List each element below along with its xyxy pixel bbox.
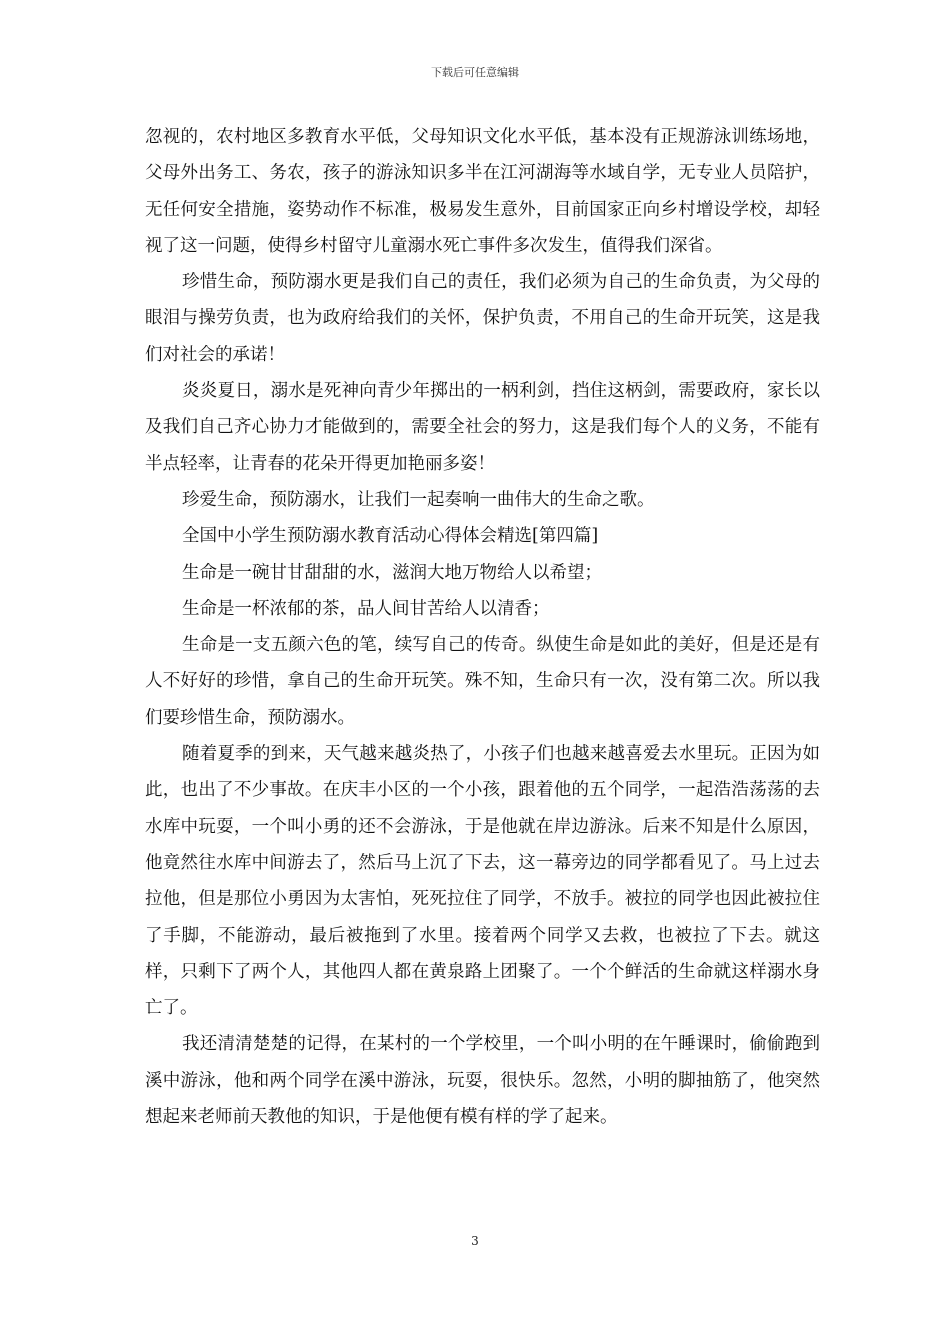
paragraph	[145, 482, 820, 518]
text-line: 是还是有人不好好的珍惜，拿自己的生命开玩笑。殊不知，生命只有一次，没	[145, 635, 820, 692]
text-line: 生命是一杯浓郁的茶，品人间甘苦给人以清香；	[182, 598, 550, 619]
text-line: 为父母的眼泪与操劳负责，也为政府给我们的关怀，保护负责，不用自己的生	[145, 272, 820, 329]
text-line: 偷偷跑到溪中游泳，他和两个同学在溪中游泳，玩耍，很快乐。忽然，小明的	[145, 1034, 820, 1091]
paragraph	[145, 591, 820, 627]
text-line: 忽视的，农村地区多教育水平低，父母知识文化水平低，基本没有正规游泳训	[145, 127, 750, 147]
text-line: 有第二次。所以我们要珍惜生命，预防溺水。	[145, 671, 821, 728]
text-line: 脚抽筋了，他突然想起来老师前天教他的知识，于是他便有模有样的学了起来。	[145, 1070, 821, 1128]
text-line: 随着夏季的到来，天气越来越炎热了，小孩子们也越来越喜爱去水里玩。	[182, 744, 750, 765]
paragraph	[145, 373, 820, 482]
document-body	[145, 119, 820, 1135]
paragraph	[145, 627, 820, 736]
text-line: 了水里。接着两个同学又去救，也被拉了下去。就这样，只剩下了两个人，其	[145, 925, 821, 982]
text-line: 一起浩浩荡荡的去水库中玩耍，一个叫小勇的还不会游泳，于是他就在岸边游	[145, 780, 821, 837]
paragraph	[145, 555, 820, 591]
text-line: 住了同学，不放手。被拉的同学也因此被拉住了手脚，不能游动，最后被拖到	[145, 889, 821, 946]
text-line: 次发生，值得我们深省。	[530, 235, 723, 256]
page-number: 3	[471, 1234, 479, 1248]
paragraph	[145, 518, 820, 554]
paragraph	[145, 736, 820, 1026]
text-line: 他四人都在黄泉路上团聚了。一个个鲜活的生命就这样溺水身亡了。	[145, 961, 821, 1019]
text-line: 全国中小学生预防溺水教育活动心得体会精选[第四篇]	[182, 526, 599, 547]
text-line: 我还清清楚楚的记得，在某村的一个学校里，一个叫小明的在午睡课时，	[182, 1034, 750, 1055]
paragraph	[145, 1026, 820, 1135]
text-line: 无专业人员陪护，无任何安全措施，姿势动作不标准，极易发生意外，目前国	[145, 163, 821, 220]
text-line: 正因为如此，也出了不少事故。在庆丰小区的一个小孩，跟着他的五个同学，	[145, 744, 820, 801]
text-line: 家正向乡村增设学校，却轻视了这一问题，使得乡村留守儿童溺水死亡事件多	[145, 199, 821, 256]
paragraph	[145, 119, 820, 264]
text-line: 命开玩笑，这是我们对社会的承诺！	[145, 308, 821, 365]
text-line: 珍爱生命，预防溺水，让我们一起奏响一曲伟大的生命之歌。	[182, 489, 655, 510]
text-line: 珍惜生命，预防溺水更是我们自己的责任，我们必须为自己的生命负责，	[182, 272, 750, 293]
text-line: 生命是一碗甘甘甜甜的水，滋润大地万物给人以希望；	[182, 562, 602, 583]
text-line: 泳。后来不知是什么原因，他竟然往水库中间游去了，然后马上沉了下去，这	[145, 816, 821, 873]
text-line: 生命是一支五颜六色的笔，续写自己的传奇。纵使生命是如此的美好，但	[182, 635, 750, 656]
text-line: 家长以及我们自己齐心协力才能做到的，需要全社会的努力，这是我们每个人	[145, 381, 821, 438]
text-line: 的义务，不能有半点轻率，让青春的花朵开得更加艳丽多姿！	[145, 417, 821, 474]
text-line: 一幕旁边的同学都看见了。马上过去拉他，但是那位小勇因为太害怕，死死拉	[145, 852, 821, 910]
paragraph	[145, 264, 820, 373]
page-header: 下载后可任意编辑	[431, 66, 519, 79]
text-line: 炎炎夏日，溺水是死神向青少年掷出的一柄利剑，挡住这柄剑，需要政府，	[182, 381, 768, 402]
text-line: 练场地，父母外出务工、务农，孩子的游泳知识多半在江河湖海等水域自学，	[145, 127, 820, 184]
